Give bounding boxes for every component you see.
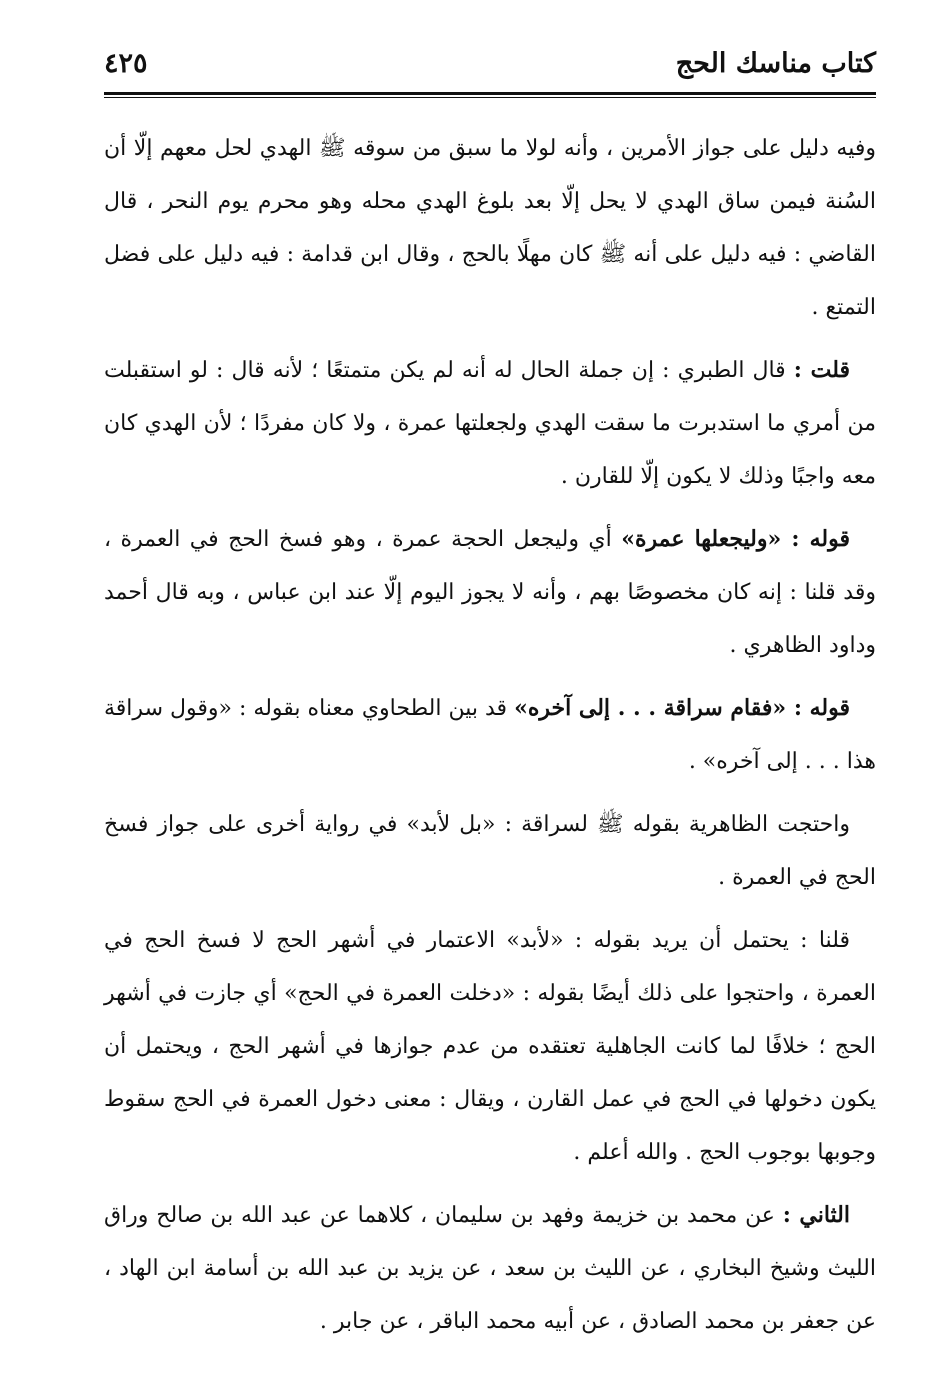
paragraph-7 bbox=[104, 1189, 876, 1348]
quoted-phrase: «وليجعلها عمرة» bbox=[621, 526, 792, 552]
paragraph-4 bbox=[104, 682, 876, 788]
paragraph-1 bbox=[104, 122, 876, 334]
paragraph-5 bbox=[104, 798, 876, 904]
running-header bbox=[104, 38, 876, 92]
paragraph-6 bbox=[104, 914, 876, 1179]
paragraph-text: قلنا : يحتمل أن يريد بقوله : «لأبد» الاعتمار في أشهر الحج لا فسخ الحج في العمرة ، واحتجوا على ذلك أيضًا بقوله : «دخلت العمرة في الحج» أي جازت في أشهر الحج ؛ خلافًا لما كانت الجاهلية تعتقده من عدم جوازها في أشهر الحج ، ويحتمل أن يكون دخولها في الحج في عمل القارن ، ويقال : معنى دخول العمرة في الحج سقوط وجوبها بوجوب الحج . والله أعلم . bbox=[104, 928, 876, 1165]
paragraph-text: واحتجت الظاهرية بقوله ﷺ لسراقة : «بل لأبد» في رواية أخرى على جواز فسخ الحج في العمرة . bbox=[104, 812, 876, 890]
paragraph-3 bbox=[104, 513, 876, 672]
book-page bbox=[104, 38, 876, 1358]
paragraph-text: قال الطبري : إن جملة الحال له أنه لم يكن متمتعًا ؛ لأنه قال : لو استقبلت من أمري ما استدبرت ما سقت الهدي ولجعلتها عمرة ، ولا كان مفردًا ؛ لأن الهدي كان معه واجبًا وذلك لا يكون إلّا للقارن . bbox=[104, 358, 876, 489]
paragraph-lead: قلت : bbox=[793, 357, 850, 383]
paragraph-text: وفيه دليل على جواز الأمرين ، وأنه لولا ما سبق من سوقه ﷺ الهدي لحل معهم إلّا أن السُنة فيمن ساق الهدي لا يحل إلّا بعد بلوغ الهدي محله وهو محرم يوم النحر ، قال القاضي : فيه دليل على أنه ﷺ كان مهلًا بالحج ، وقال ابن قدامة : فيه دليل على فضل التمتع . bbox=[104, 136, 876, 320]
page-body bbox=[104, 122, 876, 1348]
header-rule bbox=[104, 92, 876, 98]
paragraph-2 bbox=[104, 344, 876, 503]
paragraph-text: أي وليجعل الحجة عمرة ، وهو فسخ الحج في العمرة ، وقد قلنا : إنه كان مخصوصًا بهم ، وأنه لا يجوز اليوم إلّا عند ابن عباس ، وبه قال أحمد وداود الظاهري . bbox=[104, 527, 876, 658]
paragraph-text: عن محمد بن خزيمة وفهد بن سليمان ، كلاهما عن عبد الله بن صالح وراق الليث وشيخ البخاري ، عن الليث بن سعد ، عن يزيد بن عبد الله بن أسامة ابن الهاد ، عن جعفر بن محمد الصادق ، عن أبيه محمد الباقر ، عن جابر . bbox=[104, 1203, 876, 1334]
paragraph-lead: الثاني : bbox=[782, 1202, 850, 1228]
paragraph-lead: قوله : bbox=[791, 526, 850, 552]
book-title: كتاب مناسك الحج bbox=[675, 48, 876, 79]
paragraph-lead: قوله : bbox=[793, 695, 850, 721]
paragraph-text: قد بين الطحاوي معناه بقوله : «وقول سراقة هذا . . . إلى آخره» . bbox=[104, 696, 876, 774]
page-number: ٤٢٥ bbox=[104, 48, 148, 79]
quoted-phrase: «فقام سراقة . . . إلى آخره» bbox=[514, 695, 794, 721]
